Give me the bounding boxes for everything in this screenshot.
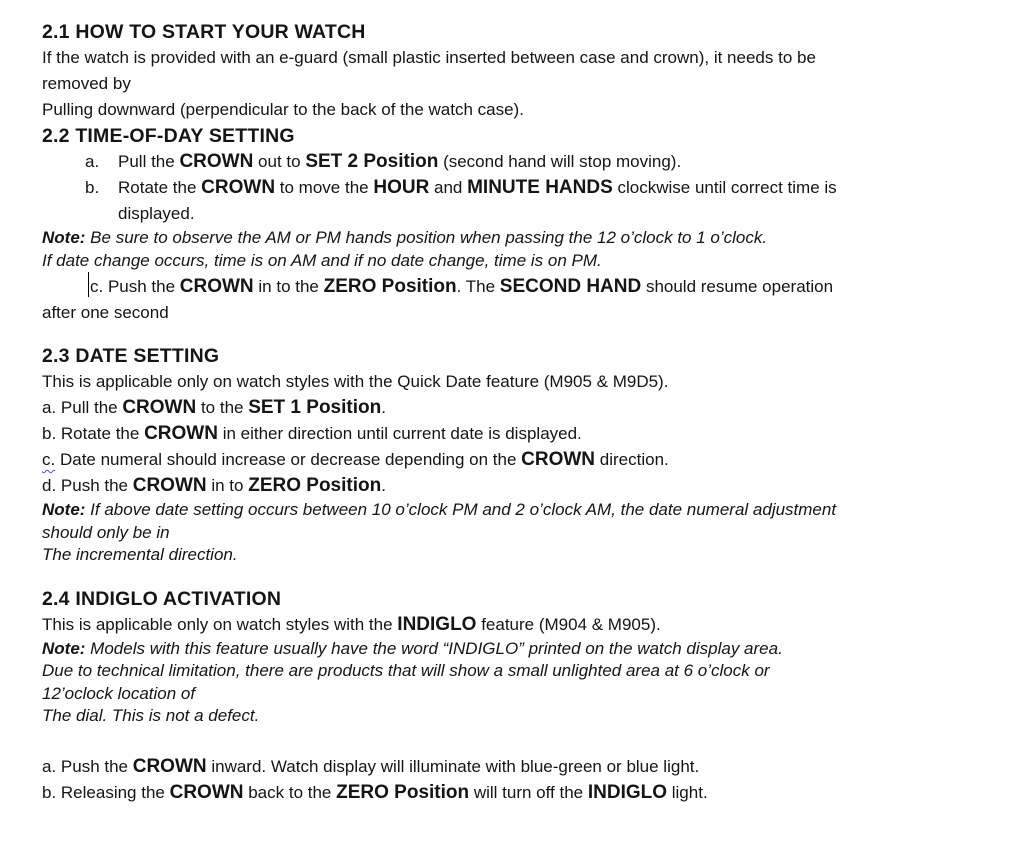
text-run: displayed. <box>118 204 195 223</box>
text-run: 12’oclock location of <box>42 683 196 703</box>
text-run: and <box>429 178 468 197</box>
text-run: HOUR <box>373 177 430 198</box>
text-run: . <box>381 398 386 417</box>
text-run: Rotate the <box>118 178 202 197</box>
text-line <box>42 45 984 71</box>
text-run: ZERO Position <box>336 781 470 803</box>
text-run: Date numeral should increase or decrease depending on the <box>55 450 522 469</box>
text-run: This is applicable only on watch styles with the Quick Date feature (M905 & M9D5). <box>42 372 669 391</box>
text-line <box>42 369 984 395</box>
text-run: will turn off the <box>469 782 588 802</box>
text-run: CROWN <box>132 475 207 496</box>
text-line <box>42 71 984 97</box>
text-run: SET 2 Position <box>305 151 439 172</box>
text-line <box>42 780 984 806</box>
section-heading <box>42 343 984 369</box>
text-run: should only be in <box>42 522 170 542</box>
text-run: INDIGLO <box>587 781 668 803</box>
text-line <box>42 97 984 123</box>
text-run: 2.1 HOW TO START YOUR WATCH <box>42 21 366 43</box>
text-run: Due to technical limitation, there are products that will show a small unlighted area at 6 o’clock or <box>42 661 770 680</box>
text-line <box>42 272 984 300</box>
text-run: Pulling downward (perpendicular to the back of the watch case). <box>42 100 524 119</box>
section-heading <box>42 19 984 45</box>
text-run: SECOND HAND <box>499 276 642 297</box>
text-run: Be sure to observe the AM or PM hands position when passing the 12 o’clock to 1 o’clock. <box>85 228 768 247</box>
section-heading <box>42 586 984 612</box>
text-line <box>42 227 984 250</box>
text-run: . <box>381 476 386 495</box>
text-run: INDIGLO <box>397 613 477 635</box>
text-run: a. Pull the <box>42 398 123 417</box>
text-line <box>42 638 984 661</box>
list-marker: b. <box>85 178 100 197</box>
text-run: in to <box>206 476 249 495</box>
text-line <box>42 201 984 227</box>
text-run: feature (M904 & M905). <box>476 614 661 634</box>
text-run: c. Push the <box>90 277 180 296</box>
text-run: removed by <box>42 74 131 93</box>
text-line <box>42 300 984 326</box>
section-heading <box>42 123 984 149</box>
text-run: CROWN <box>179 276 254 297</box>
text-run: CROWN <box>132 755 207 777</box>
text-run: If date change occurs, time is on AM and if no date change, time is on PM. <box>42 250 602 270</box>
text-run: in either direction until current date is displayed. <box>217 424 582 443</box>
text-run: inward. Watch display will illuminate with blue-green or blue light. <box>206 756 700 776</box>
text-line <box>42 522 984 545</box>
list-marker: a. <box>85 152 100 171</box>
text-run: to the <box>196 398 249 417</box>
text-run: to move the <box>275 178 374 197</box>
text-run: . The <box>456 277 500 296</box>
text-run: b. Rotate the <box>42 424 145 443</box>
text-line <box>42 250 984 273</box>
text-run: back to the <box>243 782 337 802</box>
text-run: CROWN <box>144 423 218 444</box>
text-line <box>42 754 984 780</box>
text-line <box>42 544 984 567</box>
text-run: CROWN <box>521 449 596 470</box>
text-run: 2.3 DATE SETTING <box>42 345 220 367</box>
text-run: in to the <box>253 277 324 296</box>
text-run: should resume operation <box>641 277 834 296</box>
text-run: d. Push the <box>42 476 133 495</box>
text-run: CROWN <box>169 781 244 803</box>
text-run: The incremental direction. <box>42 545 238 564</box>
text-run: b. Releasing the <box>42 782 170 802</box>
text-run: after one second <box>42 303 169 322</box>
text-run: The dial. This is not a defect. <box>42 706 260 725</box>
text-line <box>42 473 984 499</box>
text-line <box>42 447 984 473</box>
text-run: MINUTE HANDS <box>467 177 613 198</box>
text-run: If above date setting occurs between 10 o’clock PM and 2 o’clock AM, the date numeral adjustment <box>85 500 837 519</box>
text-run: clockwise until correct time is <box>612 178 837 197</box>
text-run: 2.2 TIME-OF-DAY SETTING <box>42 125 295 147</box>
text-run: Note: <box>42 500 86 519</box>
text-line <box>42 175 984 201</box>
text-run: SET 1 Position <box>248 397 382 418</box>
text-run: CROWN <box>122 397 197 418</box>
text-run: If the watch is provided with an e-guard (small plastic inserted between case and crown), it needs to be <box>42 48 816 67</box>
text-line <box>42 705 984 728</box>
text-run: CROWN <box>201 177 276 198</box>
text-run: 2.4 INDIGLO ACTIVATION <box>42 587 282 610</box>
text-run: This is applicable only on watch styles with the <box>42 614 398 634</box>
text-run: (second hand will stop moving). <box>438 152 682 171</box>
text-run: out to <box>253 152 306 171</box>
text-run: Note: <box>42 638 86 658</box>
text-run: ZERO Position <box>248 475 382 496</box>
text-line <box>42 612 984 638</box>
text-line <box>42 660 984 683</box>
text-line <box>42 683 984 706</box>
text-run: Note: <box>42 228 86 247</box>
text-run: Pull the <box>118 152 180 171</box>
text-line <box>42 499 984 522</box>
text-cursor-caret <box>88 272 89 297</box>
text-run: ZERO Position <box>323 276 457 297</box>
text-run: Models with this feature usually have the word “INDIGLO” printed on the watch display area. <box>85 638 783 658</box>
text-run: CROWN <box>179 151 254 172</box>
text-line <box>42 395 984 421</box>
text-line <box>42 149 984 175</box>
text-line <box>42 421 984 447</box>
text-run: a. Push the <box>42 756 133 776</box>
text-run: light. <box>667 782 708 802</box>
spellcheck-underlined-text: c. <box>42 450 56 469</box>
text-run: direction. <box>595 450 669 469</box>
